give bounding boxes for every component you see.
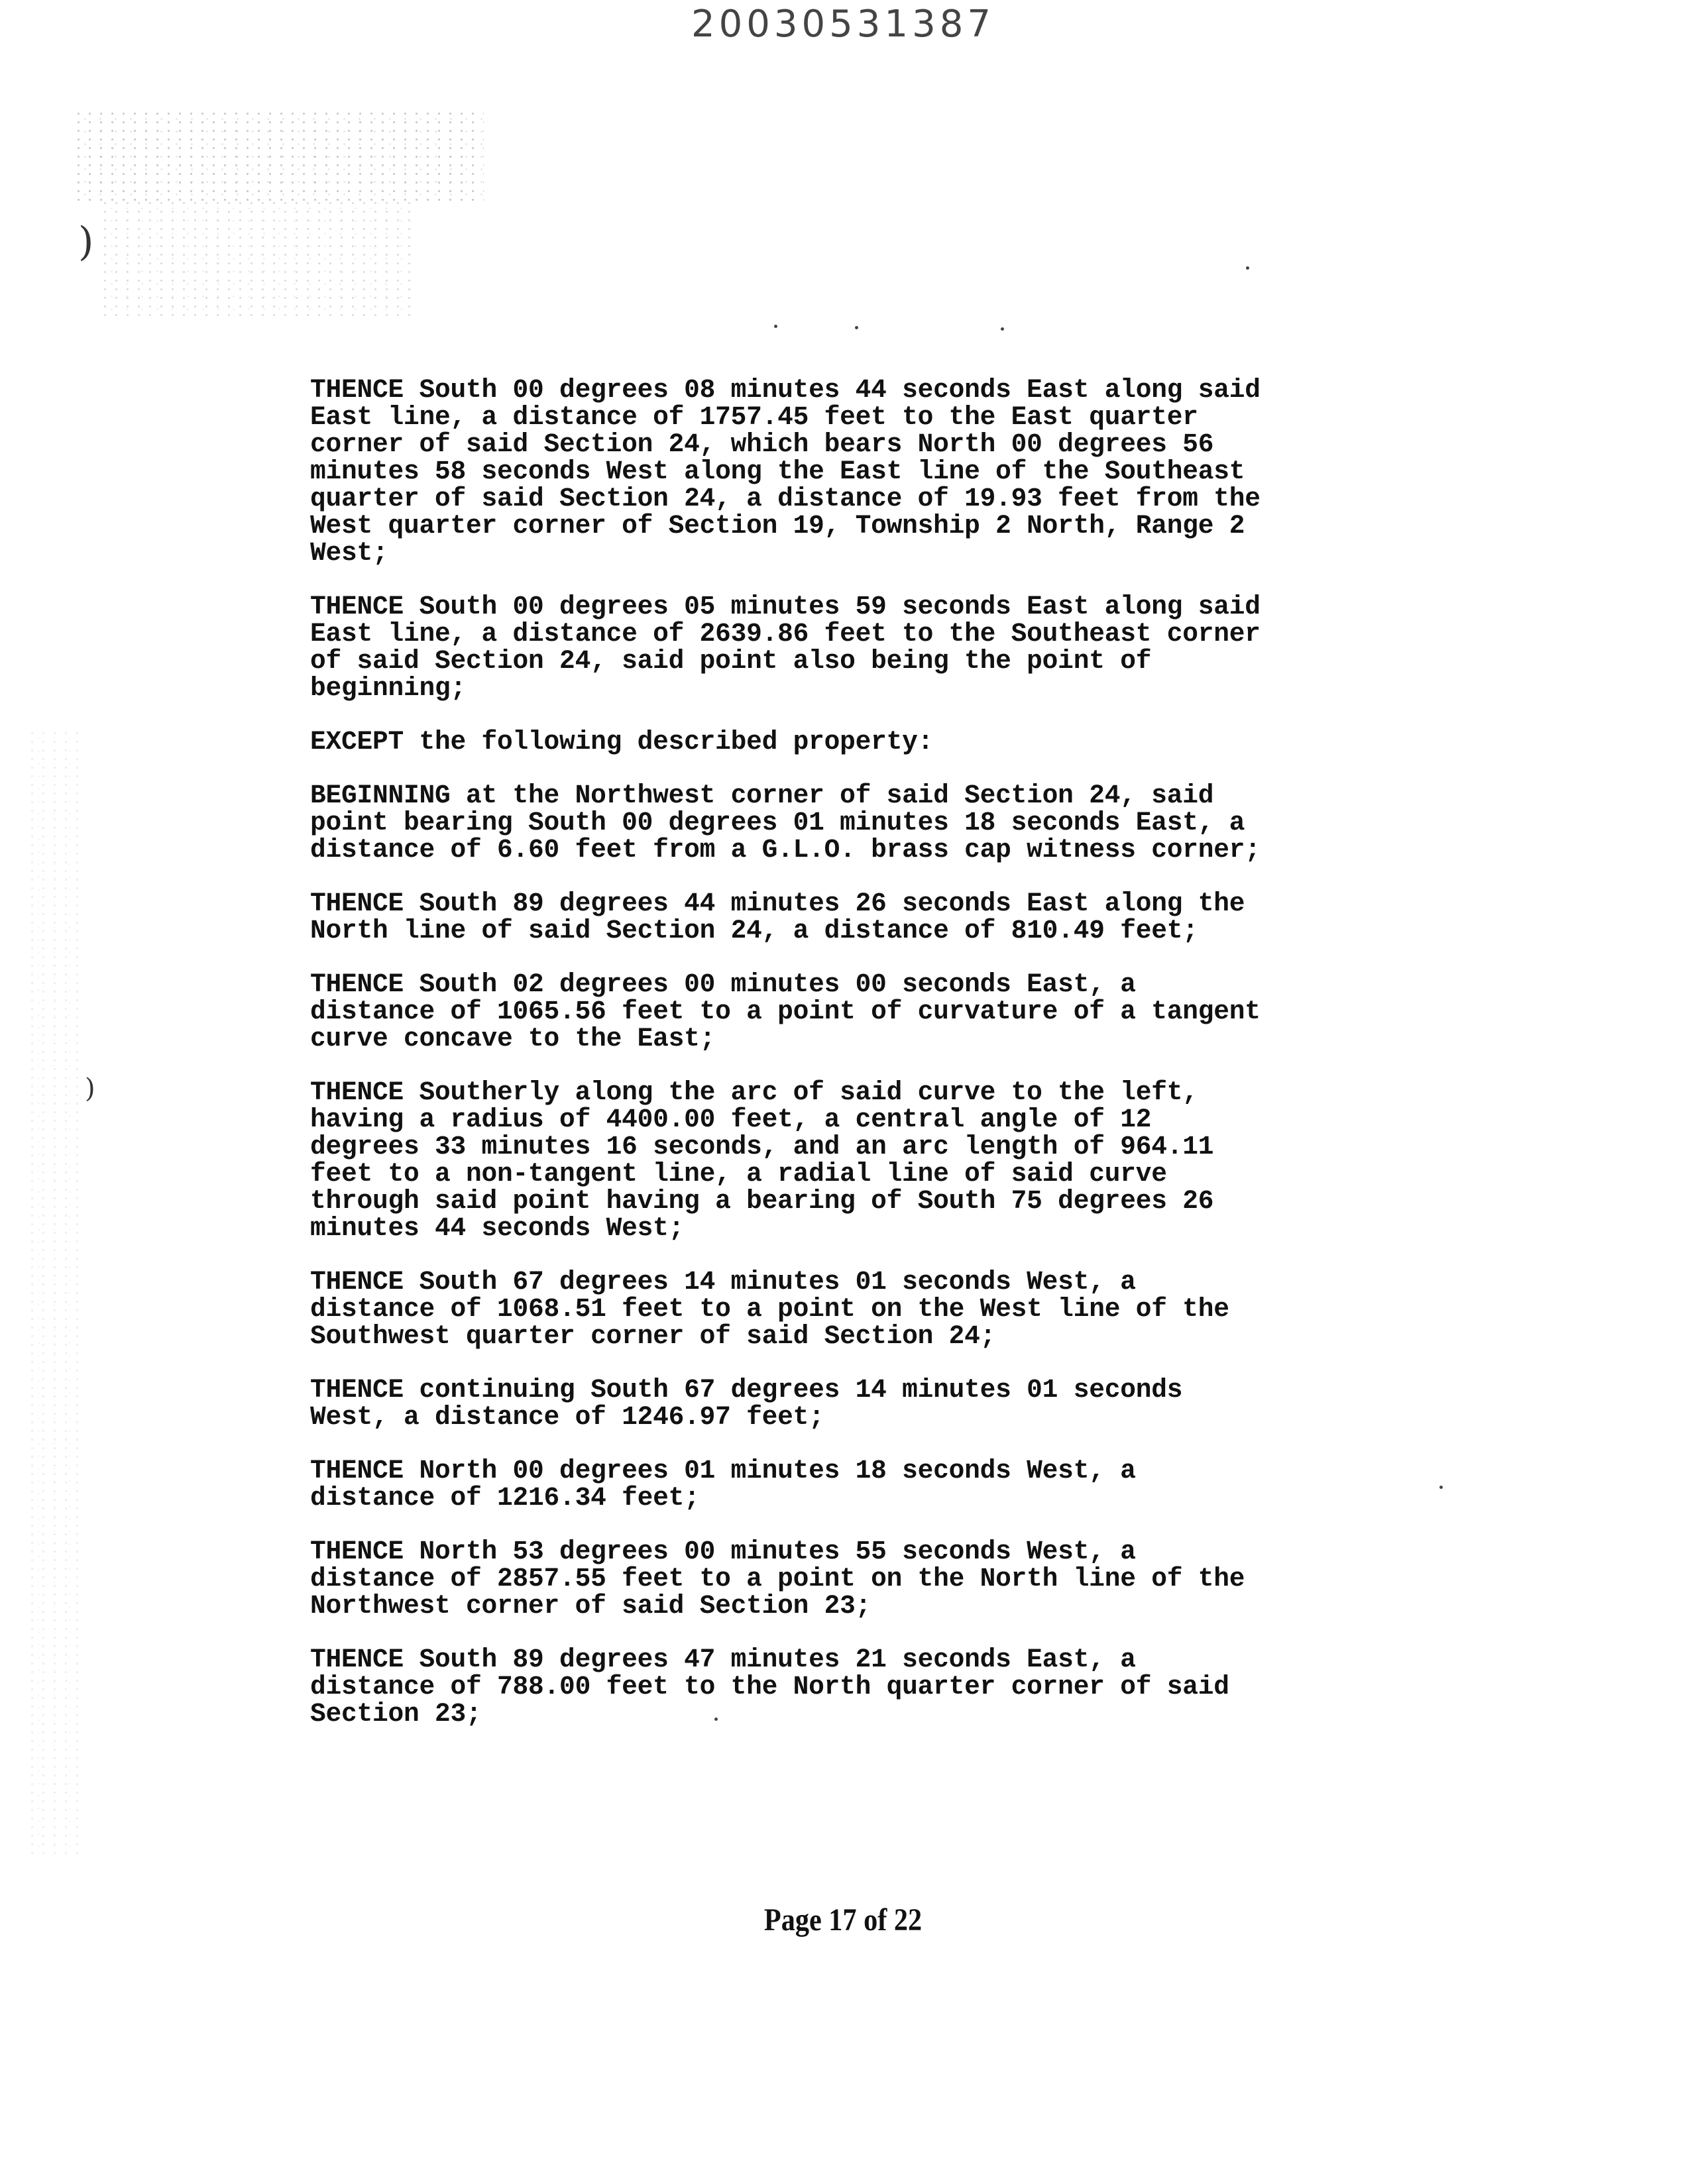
scan-speckle-upper-left	[99, 199, 411, 318]
scan-dot	[1001, 327, 1004, 331]
scan-dot	[855, 326, 858, 329]
scan-speckle-left-margin	[27, 729, 80, 1855]
legal-paragraph: THENCE South 02 degrees 00 minutes 00 seconds East, a distance of 1065.56 feet to a point of curvature of a tangent curve concave to the East;	[310, 969, 1261, 1054]
scan-dot	[1439, 1486, 1443, 1489]
margin-parenthesis-mark: )	[78, 219, 94, 265]
legal-paragraph: THENCE North 53 degrees 00 minutes 55 seconds West, a distance of 2857.55 feet to a point on the North line of the Northwest corner of said Section 23;	[310, 1537, 1245, 1621]
scan-dot	[774, 325, 777, 328]
legal-description-body	[310, 376, 1397, 1754]
legal-paragraph: THENCE South 89 degrees 47 minutes 21 seconds East, a distance of 788.00 feet to the North quarter corner of said Section 23;	[310, 1645, 1229, 1729]
legal-paragraph: THENCE South 00 degrees 05 minutes 59 seconds East along said East line, a distance of 2639.86 feet to the Southeast corner of said Section 24, said point also being the point of beginning;	[310, 592, 1261, 703]
margin-parenthesis-mark-lower: )	[85, 1073, 95, 1104]
page-number-footer: Page 17 of 22	[763, 1902, 923, 1938]
legal-paragraph: BEGINNING at the Northwest corner of said Section 24, said point bearing South 00 degrees 01 minutes 18 seconds East, a distance of 6.60 feet from a G.L.O. brass cap witness corner;	[310, 781, 1261, 865]
legal-paragraph: THENCE continuing South 67 degrees 14 minutes 01 seconds West, a distance of 1246.97 feet;	[310, 1375, 1183, 1432]
legal-paragraph: THENCE South 89 degrees 44 minutes 26 seconds East along the North line of said Section 24, a distance of 810.49 feet;	[310, 889, 1245, 946]
legal-paragraph: THENCE South 67 degrees 14 minutes 01 seconds West, a distance of 1068.51 feet to a point on the West line of the Southwest quarter corner of said Section 24;	[310, 1267, 1229, 1351]
legal-paragraph: THENCE Southerly along the arc of said curve to the left, having a radius of 4400.00 feet, a central angle of 12 degrees 33 minutes 16 seconds, and an arc length of 964.11 feet to a non-tangent line, a radial line of said curve through said point having a bearing of South 75 degrees 26 minutes 44 seconds West;	[310, 1077, 1214, 1243]
scan-speckle-top-left	[73, 109, 484, 202]
legal-paragraph: EXCEPT the following described property:	[310, 727, 934, 757]
legal-paragraph: THENCE South 00 degrees 08 minutes 44 seconds East along said East line, a distance of 1757.45 feet to the East quarter corner of said Section 24, which bears North 00 degrees 56 minutes 58 seconds West along the East line of the Southeast quarter of said Section 24, a distance of 19.93 feet from the West quarter corner of Section 19, Township 2 North, Range 2 West;	[310, 375, 1261, 568]
scan-dot	[1246, 266, 1249, 270]
legal-paragraph: THENCE North 00 degrees 01 minutes 18 seconds West, a distance of 1216.34 feet;	[310, 1456, 1136, 1513]
document-number: 20030531387	[691, 3, 995, 46]
side-recording-stamp	[1584, 93, 1624, 305]
